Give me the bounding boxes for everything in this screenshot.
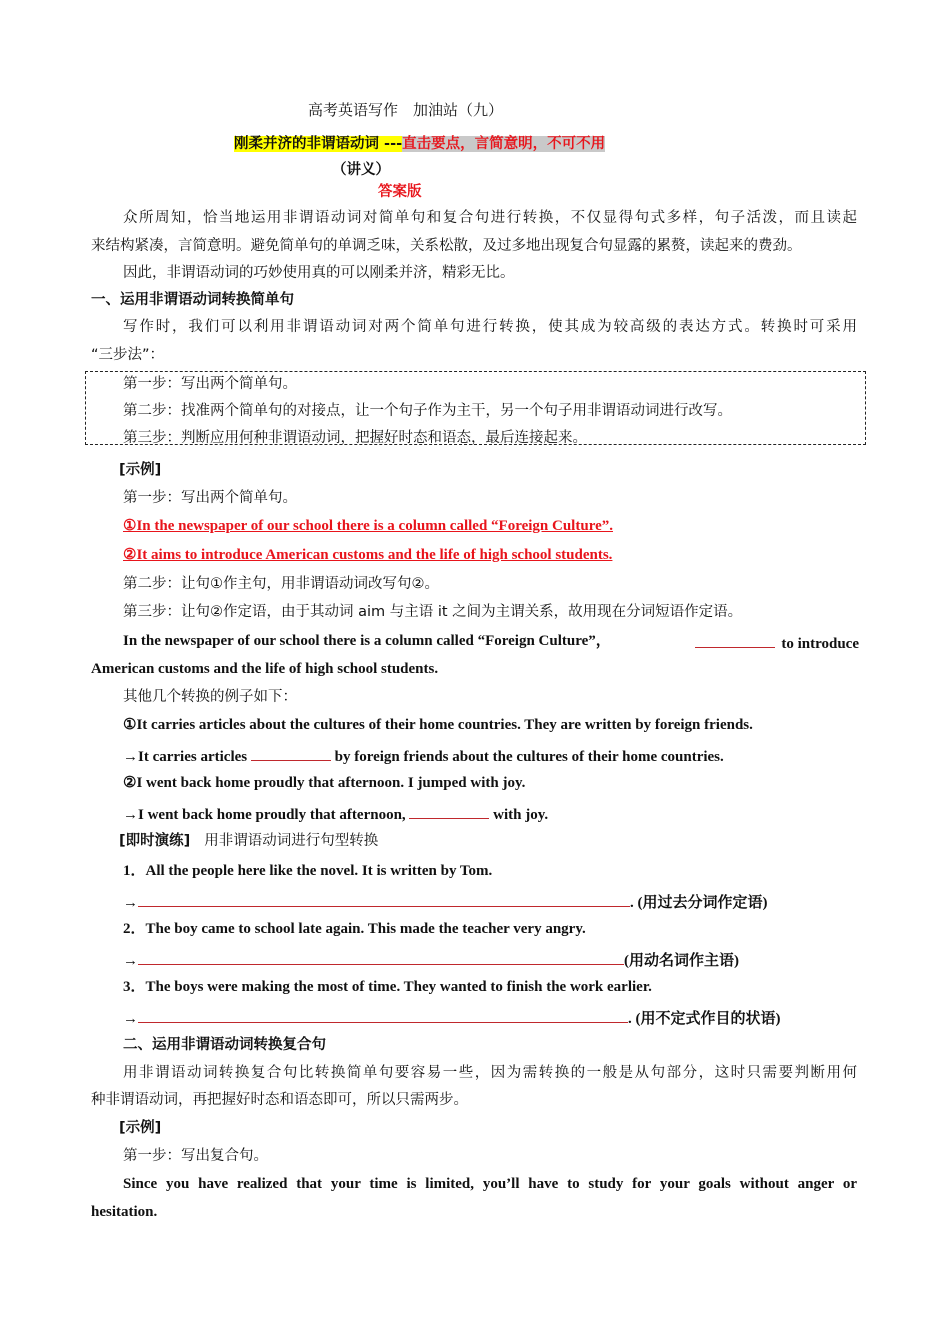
example-step-1: 第一步：写出两个简单句。 bbox=[123, 490, 297, 506]
section2-example-label: [示例] bbox=[119, 1120, 162, 1136]
practice-question-3: 3．The boys were making the most of time. They wanted to finish the work earlier. bbox=[123, 979, 652, 995]
section2-sentence-line2: hesitation. bbox=[91, 1204, 158, 1220]
document-title: 高考英语写作 加油站（九） bbox=[308, 101, 504, 119]
section2-heading: 二、运用非谓语动词转换复合句 bbox=[123, 1037, 326, 1053]
section2-intro-line2: 种非谓语动词，再把握好时态和语态即可，所以只需两步。 bbox=[91, 1092, 468, 1108]
example-step-3: 第三步：让句②作定语，由于其动词 aim 与主语 it 之间为主谓关系，故用现在分词短语作定语。 bbox=[123, 604, 743, 620]
answer-blank[interactable] bbox=[409, 802, 489, 819]
other-example-1a: ①It carries articles about the cultures of their home countries. They are written by foreign friends. bbox=[123, 717, 753, 733]
answer-blank[interactable] bbox=[695, 631, 775, 648]
handout-label: （讲义） bbox=[332, 162, 390, 178]
intro-paragraph-line1: 众所周知，恰当地运用非谓语动词对简单句和复合句进行转换，不仅显得句式多样，句子活泼，而且读起 bbox=[123, 210, 857, 226]
practice-question-1: 1．All the people here like the novel. It is written by Tom. bbox=[123, 863, 493, 879]
section2-intro-line1: 用非谓语动词转换复合句比转换简单句要容易一些，因为需转换的一般是从句部分，这时只需要判断用何 bbox=[123, 1065, 857, 1081]
practice-question-2: 2．The boy came to school late again. This made the teacher very angry. bbox=[123, 921, 586, 937]
intro-paragraph-line2: 来结构紧凑，言简意明。避免简单句的单调乏味，关系松散，及过多地出现复合句显露的累赘，读起来的费劲。 bbox=[91, 238, 802, 254]
practice-answer-1: → . (用过去分词作定语) bbox=[123, 890, 768, 913]
combined-sentence-line2: American customs and the life of high school students. bbox=[91, 661, 439, 677]
combined-sentence-main: In the newspaper of our school there is a column called “Foreign Culture”， bbox=[123, 633, 611, 649]
step-1: 第一步：写出两个简单句。 bbox=[123, 376, 297, 392]
intro-paragraph-2: 因此，非谓语动词的巧妙使用真的可以刚柔并济，精彩无比。 bbox=[123, 265, 515, 281]
section2-step-1: 第一步：写出复合句。 bbox=[123, 1148, 268, 1164]
answer-line[interactable] bbox=[138, 890, 630, 907]
practice-title: 用非谓语动词进行句型转换 bbox=[204, 833, 379, 849]
combined-sentence-tail: to introduce bbox=[695, 631, 859, 654]
other-examples-label: 其他几个转换的例子如下： bbox=[123, 689, 297, 705]
practice-answer-2: → (用动名词作主语) bbox=[123, 948, 739, 971]
step-2: 第二步：找准两个简单句的对接点，让一个句子作为主干，另一个句子用非谓语动词进行改写。 bbox=[123, 403, 732, 419]
section2-sentence-line1: Since you have realized that your time is limited, you’ll have to study for your goals without anger or bbox=[123, 1176, 857, 1192]
section1-heading: 一、运用非谓语动词转换简单句 bbox=[91, 292, 294, 308]
answer-line[interactable] bbox=[138, 1006, 628, 1023]
step-3: 第三步：判断应用何种非谓语动词，把握好时态和语态，最后连接起来。 bbox=[123, 430, 587, 446]
document-subtitle bbox=[234, 134, 605, 154]
example-sentence-1: ①In the newspaper of our school there is a column called “Foreign Culture”. bbox=[123, 518, 613, 534]
answer-line[interactable] bbox=[138, 948, 624, 965]
example-sentence-2: ②It aims to introduce American customs and the life of high school students. bbox=[123, 547, 613, 563]
section1-intro-line1: 写作时，我们可以利用非谓语动词对两个简单句进行转换，使其成为较高级的表达方式。转换时可采用 bbox=[123, 319, 857, 335]
other-example-2a: ②I went back home proudly that afternoon. I jumped with joy. bbox=[123, 775, 526, 791]
combined-sentence-line1 bbox=[123, 631, 859, 654]
answer-blank[interactable] bbox=[251, 744, 331, 761]
subtitle-topic: 刚柔并济的非谓语动词 --- bbox=[234, 136, 403, 152]
practice-label: [即时演练] bbox=[119, 833, 191, 849]
other-example-2b: →I went back home proudly that afternoon, with joy. bbox=[123, 802, 548, 825]
subtitle-tagline: 直击要点，言简意明，不可不用 bbox=[402, 136, 606, 152]
practice-heading bbox=[119, 831, 378, 851]
practice-answer-3: → . (用不定式作目的状语) bbox=[123, 1006, 781, 1029]
answer-version-label: 答案版 bbox=[378, 184, 422, 200]
example-label: [示例] bbox=[119, 462, 162, 478]
example-step-2: 第二步：让句①作主句，用非谓语动词改写句②。 bbox=[123, 576, 439, 592]
section1-intro-line2: “三步法”： bbox=[91, 347, 165, 363]
other-example-1b: →It carries articles by foreign friends about the cultures of their home countries. bbox=[123, 744, 724, 767]
